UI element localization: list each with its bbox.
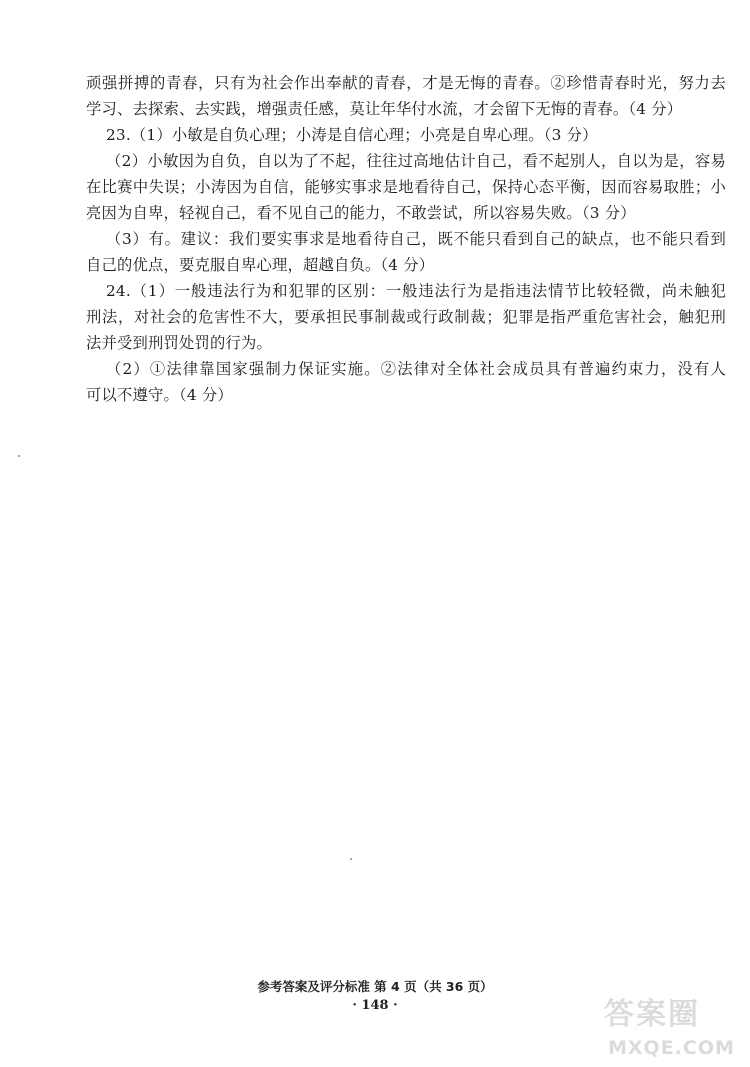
text-line: 刑法，对社会的危害性不大，要承担民事制裁或行政制裁；犯罪是指严重危害社会，触犯刑 [86, 308, 726, 326]
text-line: 23.（1）小敏是自负心理；小涛是自信心理；小亮是自卑心理。（3 分） [106, 126, 598, 144]
text-line: （2）小敏因为自负，自以为了不起，往往过高地估计自己，看不起别人，自以为是，容易 [106, 152, 726, 170]
text-line: （2）①法律靠国家强制力保证实施。②法律对全体社会成员具有普遍约束力，没有人 [106, 360, 726, 378]
scan-speck [350, 858, 352, 860]
text-line: 可以不遵守。（4 分） [86, 386, 233, 404]
paragraph-continuation [86, 70, 726, 122]
answer-24-1 [86, 278, 726, 356]
watermark-url: MXQE.COM [608, 1037, 735, 1059]
text-line: 自己的优点，要克服自卑心理，超越自负。（4 分） [86, 256, 435, 274]
watermark-logo [604, 987, 744, 1059]
text-line: 在比赛中失误；小涛因为自信，能够实事求是地看待自己，保持心态平衡，因而容易取胜；小 [86, 178, 726, 196]
answer-content [86, 70, 726, 408]
answer-23-1 [86, 122, 726, 148]
answer-23-2 [86, 148, 726, 226]
answer-24-2 [86, 356, 726, 408]
text-line: 亮因为自卑，轻视自己，看不见自己的能力，不敢尝试，所以容易失败。（3 分） [86, 204, 636, 222]
watermark-logo-text: 答案圈 [604, 997, 700, 1032]
footer-title: 参考答案及评分标准 第 4 页（共 36 页） [257, 979, 493, 994]
answer-23-3 [86, 226, 726, 278]
text-line: 顽强拼搏的青春，只有为社会作出奉献的青春，才是无悔的青春。②珍惜青春时光，努力去 [86, 74, 726, 92]
text-line: （3）有。建议：我们要实事求是地看待自己，既不能只看到自己的缺点，也不能只看到 [106, 230, 726, 248]
text-line: 法并受到刑罚处罚的行为。 [86, 334, 272, 352]
page-number: · 148 · [352, 998, 398, 1013]
text-line: 学习、去探索、去实践，增强责任感，莫让年华付水流，才会留下无悔的青春。（4 分） [86, 100, 683, 118]
scan-speck [18, 455, 20, 457]
text-line: 24.（1）一般违法行为和犯罪的区别：一般违法行为是指违法情节比较轻微，尚未触犯 [106, 282, 726, 300]
